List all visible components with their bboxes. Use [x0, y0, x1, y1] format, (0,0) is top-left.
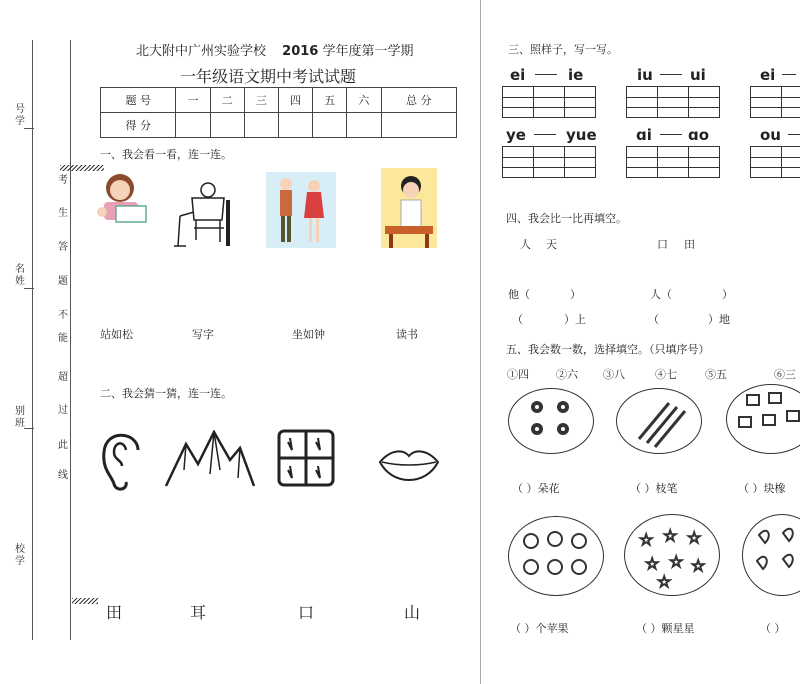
warning-char: 线 [58, 470, 68, 481]
svg-text:☆: ☆ [663, 526, 678, 545]
pinyin-right: ie [568, 66, 584, 84]
pinyin-left: iu [637, 66, 653, 84]
apple-icon [509, 517, 603, 595]
pinyin-dash [782, 74, 796, 75]
writing-grid[interactable] [502, 86, 596, 118]
fill-blank-end: ）地 [708, 313, 730, 326]
flower-icon [509, 389, 593, 453]
pinyin-right: yue [566, 126, 597, 144]
count-erasers[interactable]: （ ）块橡 [738, 482, 786, 495]
warning-char: 考 [58, 175, 68, 186]
section3-title: 三、照样子，写一写。 [508, 43, 618, 56]
plate-pencils [616, 388, 702, 454]
score-cell: 四 [278, 88, 312, 113]
binding-hatch-bottom [72, 598, 98, 604]
writing-grid[interactable] [750, 146, 800, 178]
pinyin-left: ye [506, 126, 526, 144]
binding-label-class: 别班 [15, 406, 25, 429]
score-input-cell[interactable] [278, 113, 312, 138]
warning-char: 生 [58, 208, 68, 219]
option: ③八 [603, 368, 625, 381]
boy-sitting-image [172, 180, 234, 248]
score-input-cell[interactable] [210, 113, 244, 138]
caption-read: 读书 [396, 328, 418, 341]
score-value-row [101, 113, 457, 138]
score-cell: 总 分 [381, 88, 457, 113]
score-input-cell[interactable] [381, 113, 457, 138]
compare-char: 田 [684, 238, 695, 251]
option: ②六 [556, 368, 578, 381]
warning-char: 题 [58, 276, 68, 287]
writing-grid[interactable] [626, 86, 720, 118]
pinyin-left: ou [760, 126, 781, 144]
star-icon [625, 515, 719, 595]
mountain-image [164, 430, 256, 490]
leaf-icon [743, 515, 800, 595]
section4-title: 四、我会比一比再填空。 [506, 212, 627, 225]
binding-tick [24, 128, 34, 129]
option: ⑥三 [774, 368, 796, 381]
score-cell: 五 [313, 88, 347, 113]
warning-char: 此 [58, 440, 68, 451]
warning-char: 超 [58, 372, 68, 383]
section5-title: 五、我会数一数，选择填空。（只填序号） [506, 343, 710, 356]
school-term: 学年度第一学期 [322, 44, 414, 59]
eraser-icon [727, 385, 800, 453]
section2-title: 二、我会猜一猜，连一连。 [100, 387, 232, 400]
caption-write: 写字 [192, 328, 214, 341]
binding-label-number: 号学 [15, 104, 25, 127]
score-cell: 三 [244, 88, 278, 113]
svg-text:☆: ☆ [691, 556, 706, 575]
pinyin-right: ui [690, 66, 706, 84]
count-stars[interactable]: （ ）颗星星 [636, 622, 695, 635]
score-cell: 六 [347, 88, 381, 113]
count-pencils[interactable]: （ ）枝笔 [630, 482, 678, 495]
svg-text:☆: ☆ [669, 552, 684, 571]
pinyin-dash [788, 134, 800, 135]
svg-text:☆: ☆ [657, 572, 672, 591]
fill-blank[interactable]: 人（ [650, 288, 672, 301]
score-cell: 得 分 [101, 113, 176, 138]
field-image [276, 428, 336, 488]
pinyin-right: ɑo [688, 126, 710, 144]
writing-grid[interactable] [750, 86, 800, 118]
svg-text:☆: ☆ [687, 528, 702, 547]
school-year: 2016 [282, 44, 319, 59]
pinyin-left: ei [510, 66, 526, 84]
fill-blank[interactable]: 他（ [508, 288, 530, 301]
score-cell: 题 号 [101, 88, 176, 113]
fill-blank[interactable]: （ [512, 313, 523, 326]
binding-tick [24, 288, 34, 289]
character-er: 耳 [190, 603, 207, 622]
girl-writing-image [381, 168, 437, 248]
pinyin-dash [535, 74, 557, 75]
plate-flowers [508, 388, 594, 454]
count-apples[interactable]: （ ）个苹果 [510, 622, 569, 635]
pencil-icon [617, 389, 701, 453]
writing-grid[interactable] [502, 146, 596, 178]
score-cell: 二 [210, 88, 244, 113]
binding-line-inner [70, 40, 71, 640]
svg-text:☆: ☆ [645, 554, 660, 573]
compare-char: 口 [657, 238, 668, 251]
caption-stand: 站如松 [100, 328, 133, 341]
score-cell: 一 [176, 88, 210, 113]
score-input-cell[interactable] [244, 113, 278, 138]
plate-apples [508, 516, 604, 596]
caption-sit: 坐如钟 [292, 328, 325, 341]
page-title: 一年级语文期中考试试题 [180, 67, 357, 86]
fill-blank[interactable]: （ [648, 313, 659, 326]
binding-tick [24, 428, 34, 429]
binding-label-name: 名姓 [15, 264, 25, 287]
option: ④七 [655, 368, 677, 381]
writing-grid[interactable] [626, 146, 720, 178]
binding-line-outer [32, 40, 33, 640]
score-input-cell[interactable] [347, 113, 381, 138]
plate-erasers [726, 384, 800, 454]
count-flowers[interactable]: （ ）朵花 [512, 482, 560, 495]
warning-char: 过 [58, 405, 68, 416]
binding-label-school: 校学 [15, 544, 25, 567]
mouth-image [378, 444, 440, 488]
fill-blank-end: ） [570, 288, 581, 301]
school-name: 北大附中广州实验学校 [136, 44, 267, 59]
page-fold-line [480, 0, 481, 684]
pinyin-left: ei [760, 66, 776, 84]
compare-char: 天 [546, 238, 557, 251]
plate-stars [624, 514, 720, 596]
fill-blank-end: ） [722, 288, 733, 301]
compare-char: 人 [520, 238, 531, 251]
score-input-cell[interactable] [176, 113, 210, 138]
ear-image [96, 424, 148, 492]
children-standing-image [266, 172, 336, 248]
warning-char: 答 [58, 242, 68, 253]
header-school-line [136, 40, 414, 59]
character-shan: 山 [404, 603, 421, 622]
score-header-row [101, 88, 457, 113]
character-kou: 口 [298, 603, 315, 622]
score-table [100, 87, 457, 138]
pinyin-dash [534, 134, 556, 135]
option: ①四 [507, 368, 529, 381]
warning-char: 不 [58, 310, 68, 321]
count-leaves[interactable]: （ ） [760, 622, 786, 635]
fill-blank-end: ）上 [564, 313, 586, 326]
svg-text:☆: ☆ [639, 530, 654, 549]
girl-reading-image [94, 168, 150, 228]
pinyin-dash [660, 134, 682, 135]
character-tian: 田 [106, 603, 123, 622]
section1-title: 一、我会看一看，连一连。 [100, 148, 232, 161]
score-input-cell[interactable] [313, 113, 347, 138]
plate-leaves [742, 514, 800, 596]
pinyin-left: ɑi [636, 126, 652, 144]
pinyin-dash [660, 74, 682, 75]
option: ⑤五 [705, 368, 727, 381]
warning-char: 能 [58, 333, 68, 344]
